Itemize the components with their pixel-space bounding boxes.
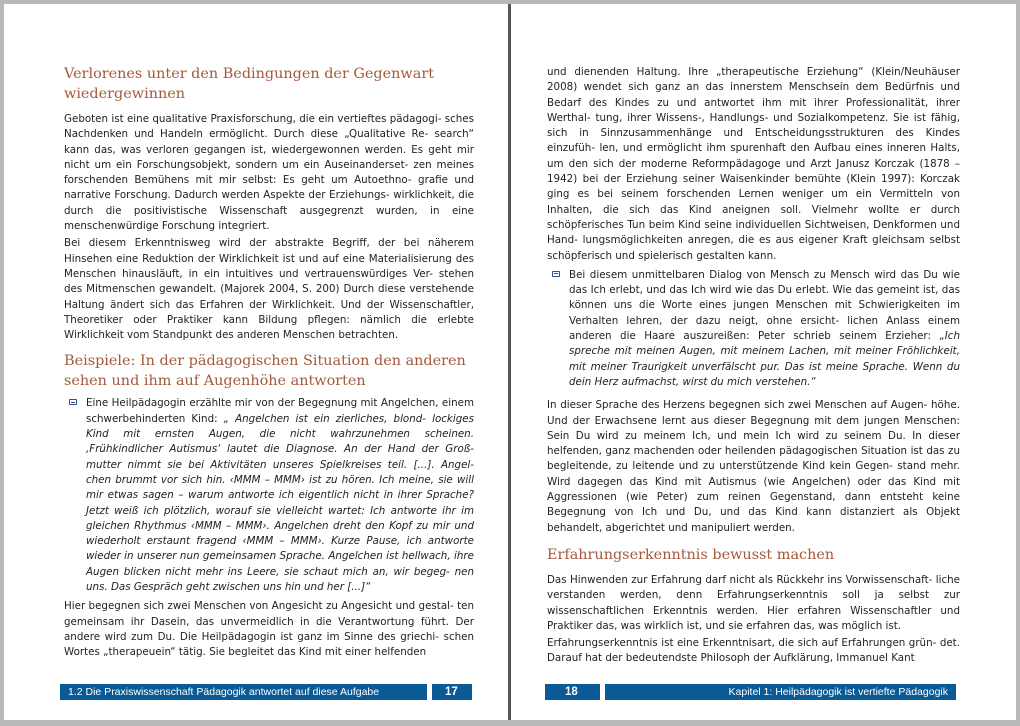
section-heading-erfahrungserkenntnis: Erfahrungserkenntnis bewusst machen [547, 546, 835, 563]
footer-section-title: 1.2 Die Praxiswissenschaft Pädagogik antwortet auf diese Aufgabe [68, 686, 380, 698]
paragraph: Bei diesem Erkenntnisweg wird der abstrakte Begriff, der bei näherem Hinsehen eine Reduktion der Wirklichkeit ist und auf eine Materialisierung des Menschen hinausläuft, in ein intuitives und vertrauenswürdiges Ver- stehen des Mitmenschen gewandelt. (Majorek 2004, S. 200) Durch diese verstehende Haltung ändert sich das Erfahren der Wirklichkeit. Und der Wissenschaftler, Theoretiker oder Praktiker kann Bildung pflegen: nämlich die erlebte Wirklichkeit vom Standpunkt des anderen Menschen betrachten. [64, 237, 474, 342]
page-number: 17 [445, 686, 458, 698]
paragraph: Geboten ist eine qualitative Praxisforschung, die ein vertieftes pädagogi- sches Nachdenken und Handeln ermöglicht. Durch diese „Qualitative Re- search“ kann das, was verloren gegangen ist, wiedergewonnen werden. Es geht mir nicht um ein Forschungsobjekt, sondern um ein Auseinanderset- zen meines forschenden Bemühens mit mir selbst: Es geht um Autoethno- grafie und narrative Forschung. Dadurch werden Aspekte der Erziehungs- wirklichkeit, die durch die positivistische Wissenschaft ausgegrenzt wurden, in eine menschenwürdige Forschung integriert. [64, 113, 474, 233]
page-number: 18 [565, 686, 578, 698]
footer-separator [427, 684, 432, 700]
right-page [511, 4, 1016, 720]
quote-italic-text: „ Angelchen ist ein zierliches, blond- lockiges Kind mit ernsten Augen, die nicht wahrzunehmen scheinen. ‚Frühkindlicher Autismus‘ lautet die Diagnose. An der Hand der Groß- mutter nimmt sie bei Aktivitäten unseres Spielkreises teil. [...]. Angel- chen brummt vor sich hin. ‹MMM – MMM› ist zu hören. Ich meine, sie will mir etwas sagen – warum antworte ich eigentlich nicht in ihrer Sprache? Jetzt weiß ich plötzlich, worauf sie vielleicht wartet: Ich antworte ihr im gleichen Rhythmus ‹MMM – MMM›. Angelchen dreht den Kopf zu mir und wiederholt erstaunt fragend ‹MMM – MMM›. Kurze Pause, ich antworte wieder in unserer nun gemeinsamen Sprache. Angelchen ist hellwach, ihre Augen blicken nicht mehr ins Leere, sie schaut mich an, wir begeg- nen uns. Das Gespräch geht zwischen uns hin und her [...]“ [86, 412, 474, 594]
example-quote-peter [547, 268, 960, 390]
section-heading-verlorenes: Verlorenes unter den Bedingungen der Gegenwart wiedergewinnen [64, 66, 434, 102]
paragraph: Hier begegnen sich zwei Menschen von Angesicht zu Angesicht und gestal- ten gemeinsam ihr Dasein, das unvermeidlich in die Verantwortung führt. Der andere wird zum Du. Die Heilpädagogin ist ganz im Sinne des griechi- schen Wortes „therapeuein“ tätig. Sie begleitet das Kind mit einer helfenden [64, 600, 474, 659]
running-footer-left [60, 684, 472, 700]
footer-separator [600, 684, 605, 700]
quote-bullet-icon [69, 399, 77, 405]
left-page [4, 4, 508, 720]
example-quote-angelchen [64, 396, 474, 595]
left-text-column [64, 64, 474, 661]
quote-intro-text: Bei diesem unmittelbaren Dialog von Mensch zu Mensch wird das Du wie das Ich erlebt, und das Ich wird wie das Du erlebt. Wie das gemeint ist, das können uns die Worte eines jungen Menschen mit Schwierigkeiten im Verhalten lehren, der dazu neigt, ohne ersicht- lichen Anlass einem anderen die Haare auszureißen: Peter schrieb seinem Erzieher: [569, 268, 960, 343]
running-footer-right [545, 684, 956, 700]
paragraph: und dienenden Haltung. Ihre „therapeutische Erziehung“ (Klein/Neuhäuser 2008) wendet sich ganz an das innerstem Menschsein dem Bedürfnis und Bedarf des Kindes zu und antwortet ihm mit ihrer Professionalität, ihrer Werthal- tung, ihrer Wissens-, Handlungs- und Sozialkompetenz. Sie ist fähig, sich in Sinnzusammenhänge und Entscheidungsstrukturen des Kindes einzufüh- len, und ermöglicht ihm spurenhaft den Aufbau eines inneren Halts, um den sich der moderne Reformpädagoge und Arzt Janusz Korczak (1878 – 1942) bei der Erziehung seiner Waisenkinder bemühte (Klein 1997): Korczak ging es bei seinem forschenden Lernen weniger um ein Vermitteln von Inhalten, die sich das Kind aneignen soll. Vielmehr wollte er durch schöpferisches Tun beim Kind seine individuellen Sichtweisen, Denkformen und Hand- lungsmöglichkeiten anregen, die es aus eigener Kraft gleichsam selbst schöpferisch und spielerisch gestalten kann. [547, 66, 960, 262]
paragraph: Das Hinwenden zur Erfahrung darf nicht als Rückkehr ins Vorwissenschaft- liche verstanden werden, denn Erfahrungserkenntnis soll ja selbst zur wissenschaftlichen Erkenntnis werden. Hier erfahren Wissenschaftler und Praktiker das, was wirklich ist, und sie erfahren das, was möglich ist. [547, 573, 960, 632]
paragraph: In dieser Sprache des Herzens begegnen sich zwei Menschen auf Augen- höhe. Und der Erwachsene lernt aus dieser Begegnung mit dem jungen Menschen: Sein Du wird zu meinem Ich, und mein Ich wird zu seinem Du. In dieser helfenden, ganz machenden oder heilenden pädagogischen Situation ist das zu begleitende, zu leitende und zu unterstützende Kind kein Gegen- stand mehr. Wird dagegen das Kind mit Autismus (wie Angelchen) oder das Kind mit Aggressionen (wie Peter) zum reinen Gegenstand, dann entsteht keine Begegnung von Ich und Du, und das Kind kann distanziert als Objekt behandelt, abgerichtet und manipuliert werden. [547, 399, 960, 534]
quote-bullet-icon [552, 271, 560, 277]
paragraph: Erfahrungserkenntnis ist eine Erkenntnisart, die sich auf Erfahrungen grün- det. Darauf hat der bedeutendste Philosoph der Aufklärung, Immanuel Kant [547, 637, 960, 665]
footer-chapter-title: Kapitel 1: Heilpädagogik ist vertiefte Pädagogik [728, 686, 948, 698]
quote-italic-text: „Ich spreche mit meinen Augen, mit meinem Lachen, mit meiner Fröhlichkeit, mit meiner Traurigkeit unverfälscht pur. Das ist meine Sprache. Wenn du dein Herz aufmachst, wirst du mich verstehen.“ [569, 330, 960, 388]
quote-intro-text: Eine Heilpädagogin erzählte mir von der Begegnung mit Angelchen, einem schwerbehinderten Kind: [86, 397, 474, 425]
section-heading-beispiele: Beispiele: In der pädagogischen Situation den anderen sehen und ihm auf Augenhöhe antworten [64, 353, 466, 390]
right-text-column [547, 65, 960, 667]
